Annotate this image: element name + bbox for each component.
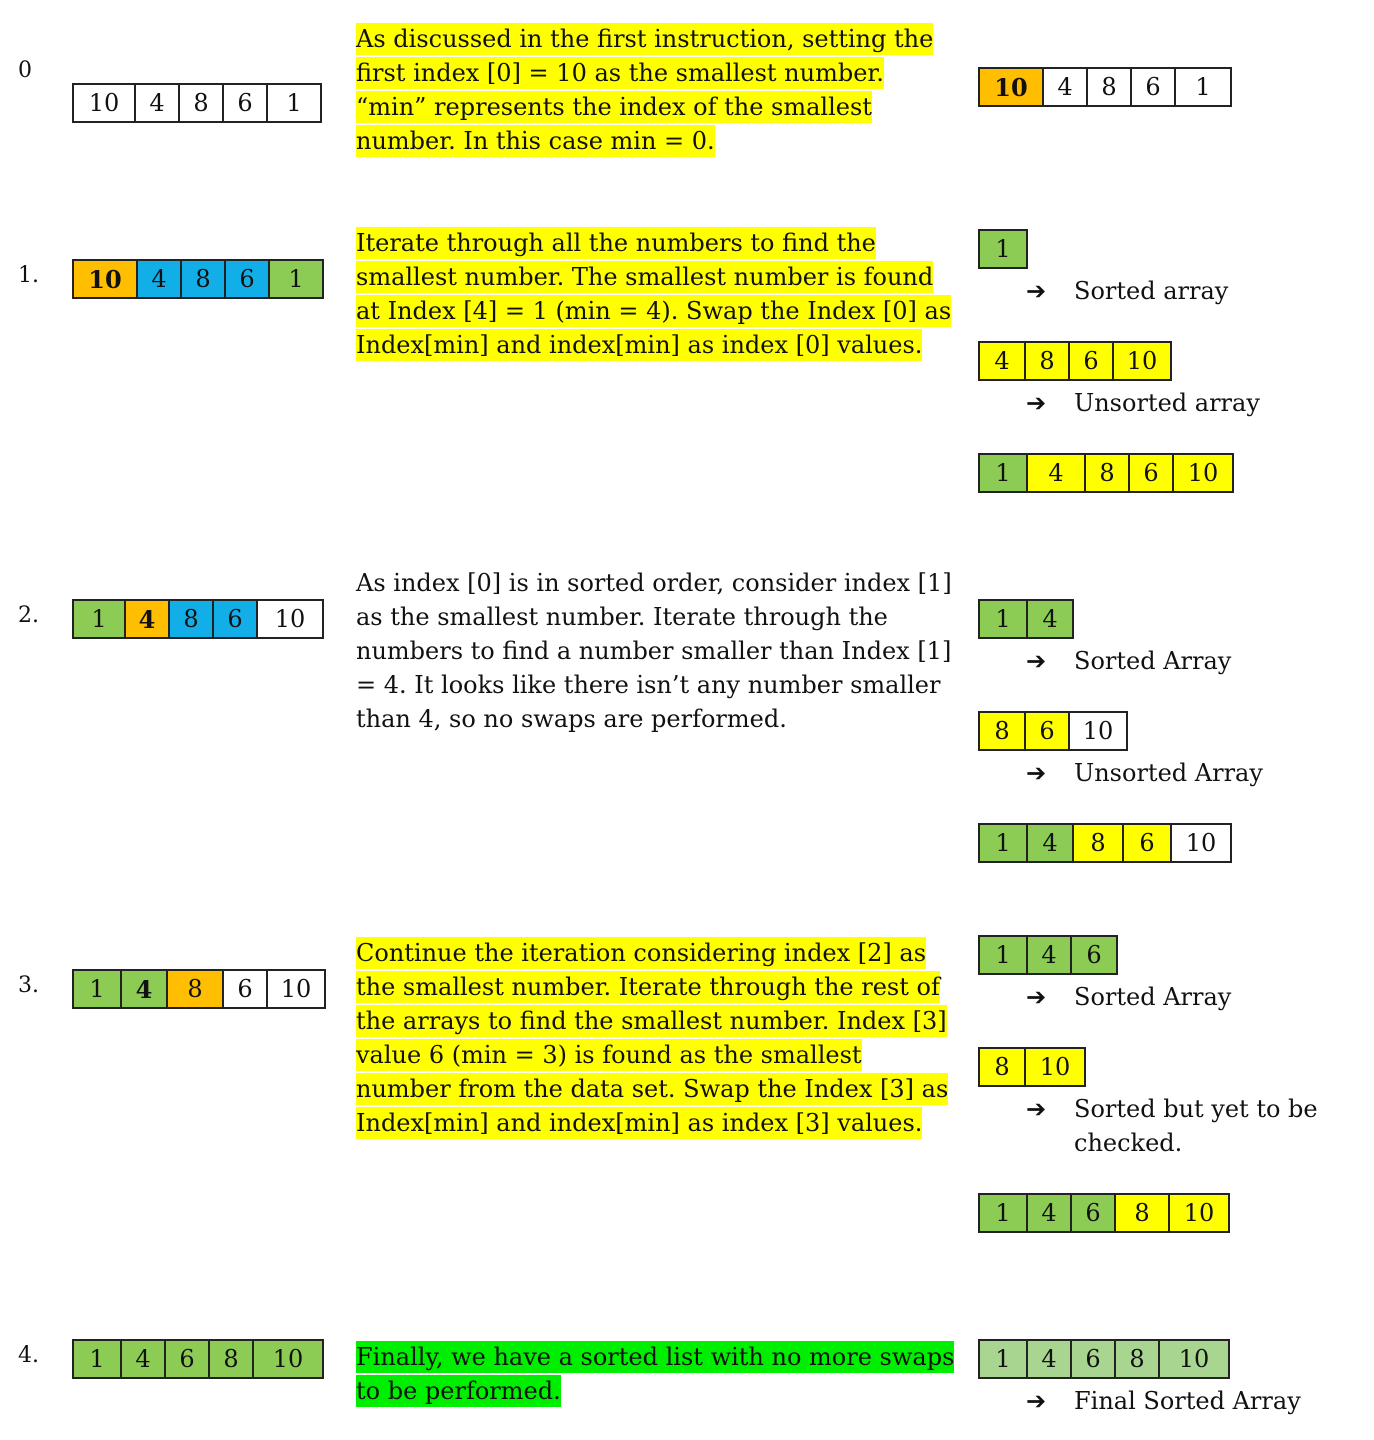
note xyxy=(1026,1092,1324,1160)
arrow-right-icon: ➔ xyxy=(1026,277,1047,305)
sorted-array xyxy=(978,935,1118,975)
array-step-0 xyxy=(72,83,322,123)
array-state xyxy=(978,823,1232,863)
array-cell: 1 xyxy=(74,601,124,637)
array-cell: 4 xyxy=(120,1341,164,1377)
array-cell: 1 xyxy=(74,1341,120,1377)
array-cell: 8 xyxy=(1072,825,1122,861)
array-cell: 8 xyxy=(1114,1195,1168,1231)
array-cell: 1 xyxy=(980,455,1026,491)
step-description xyxy=(356,1340,956,1408)
array-cell: 4 xyxy=(1026,937,1070,973)
array-cell: 4 xyxy=(134,85,178,121)
arrow-right-icon: ➔ xyxy=(1026,983,1047,1011)
step-label: 4. xyxy=(18,1343,39,1368)
array-cell: 10 xyxy=(1024,1049,1084,1085)
array-cell: 6 xyxy=(224,261,268,297)
array-cell: 4 xyxy=(1042,69,1086,105)
array-cell: 8 xyxy=(1084,455,1128,491)
note-text: Sorted array xyxy=(1074,277,1229,305)
array-cell: 1 xyxy=(980,1341,1026,1377)
array-cell: 6 xyxy=(1024,713,1068,749)
step-description-text: Iterate through all the numbers to find the smallest number. The smallest number is found at Index [4] = 1 (min = 4). Swap the Index [0] as Index[min] and index[min] as index [0] values. xyxy=(356,229,952,359)
array-cell: 1 xyxy=(980,601,1026,637)
array-cell: 1 xyxy=(266,85,320,121)
step-description-text: As discussed in the first instruction, setting the first index [0] = 10 as the smallest number. “min” represents the index of the smallest number. In this case min = 0. xyxy=(356,25,934,155)
array-cell: 8 xyxy=(208,1341,252,1377)
array-cell: 6 xyxy=(1070,1341,1114,1377)
array-cell: 10 xyxy=(1170,825,1230,861)
array-cell: 6 xyxy=(1070,1195,1114,1231)
array-cell: 6 xyxy=(1068,343,1112,379)
step-description-text: Continue the iteration considering index [2] as the smallest number. Iterate through the rest of the arrays to find the smallest number. Index [3] value 6 (min = 3) is found as the smallest number from the data set. Swap the Index [3] as Index[min] and index[min] as index [3] values. xyxy=(356,939,949,1137)
array-cell: 4 xyxy=(1026,455,1084,491)
arrow-right-icon: ➔ xyxy=(1026,389,1047,417)
final-sorted-array xyxy=(978,1339,1230,1379)
array-cell: 10 xyxy=(1158,1341,1228,1377)
array-cell: 6 xyxy=(222,85,266,121)
array-cell: 4 xyxy=(1026,601,1072,637)
step-description: As index [0] is in sorted order, consider index [1] as the smallest number. Iterate through the numbers to find a number smaller than Index [1] = 4. It looks like there isn’t any number smaller than 4, so no swaps are performed. xyxy=(356,569,952,733)
array-state xyxy=(978,1193,1230,1233)
array-cell: 8 xyxy=(1086,69,1130,105)
note xyxy=(1026,1384,1354,1418)
array-cell: 8 xyxy=(1024,343,1068,379)
array-step-2 xyxy=(72,599,324,639)
array-cell: 4 xyxy=(120,971,166,1007)
array-step-1 xyxy=(72,259,324,299)
arrow-right-icon: ➔ xyxy=(1026,759,1047,787)
pending-array xyxy=(978,1047,1086,1087)
array-cell: 6 xyxy=(1128,455,1172,491)
note xyxy=(1026,756,1324,790)
array-cell: 8 xyxy=(178,85,222,121)
step-label: 0 xyxy=(18,58,32,83)
note xyxy=(1026,274,1324,308)
array-cell: 1 xyxy=(980,1195,1026,1231)
array-cell: 4 xyxy=(980,343,1024,379)
note-text: Sorted Array xyxy=(1074,983,1232,1011)
step-description xyxy=(356,226,956,362)
step-label: 3. xyxy=(18,973,39,998)
array-cell: 10 xyxy=(1168,1195,1228,1231)
array-cell: 4 xyxy=(1026,825,1072,861)
array-cell: 10 xyxy=(74,85,134,121)
sorted-array xyxy=(978,599,1074,639)
unsorted-array xyxy=(978,341,1172,381)
arrow-right-icon: ➔ xyxy=(1026,1387,1047,1415)
array-state xyxy=(978,453,1234,493)
step-description xyxy=(356,22,956,158)
array-step-4 xyxy=(72,1339,324,1379)
array-cell: 8 xyxy=(180,261,224,297)
array-cell: 4 xyxy=(1026,1195,1070,1231)
step-description xyxy=(356,936,956,1140)
array-cell: 10 xyxy=(1068,713,1126,749)
array-cell: 10 xyxy=(74,261,136,297)
array-cell: 1 xyxy=(1174,69,1230,105)
array-cell: 8 xyxy=(980,1049,1024,1085)
array-state xyxy=(978,67,1232,107)
note xyxy=(1026,386,1324,420)
array-cell: 6 xyxy=(212,601,256,637)
array-cell: 8 xyxy=(166,971,222,1007)
array-cell: 1 xyxy=(980,937,1026,973)
array-cell: 10 xyxy=(266,971,324,1007)
array-cell: 8 xyxy=(168,601,212,637)
note-text: Sorted Array xyxy=(1074,647,1232,675)
array-cell: 6 xyxy=(164,1341,208,1377)
step-description-text: Finally, we have a sorted list with no more swaps to be performed. xyxy=(356,1343,955,1405)
array-cell: 10 xyxy=(256,601,322,637)
array-cell: 6 xyxy=(222,971,266,1007)
array-cell: 6 xyxy=(1122,825,1170,861)
array-cell: 4 xyxy=(124,601,168,637)
array-cell: 6 xyxy=(1070,937,1116,973)
array-cell: 8 xyxy=(980,713,1024,749)
array-cell: 8 xyxy=(1114,1341,1158,1377)
array-cell: 10 xyxy=(980,69,1042,105)
note-text: Unsorted array xyxy=(1074,389,1260,417)
array-cell: 10 xyxy=(1172,455,1232,491)
step-label: 2. xyxy=(18,603,39,628)
step-label: 1. xyxy=(18,263,39,288)
unsorted-array xyxy=(978,711,1128,751)
array-cell: 1 xyxy=(980,231,1026,267)
note xyxy=(1026,644,1324,678)
array-cell: 6 xyxy=(1130,69,1174,105)
note-text: Unsorted Array xyxy=(1074,759,1263,787)
array-step-3 xyxy=(72,969,326,1009)
arrow-right-icon: ➔ xyxy=(1026,1095,1047,1123)
note xyxy=(1026,980,1324,1014)
array-cell: 4 xyxy=(1026,1341,1070,1377)
note-text: Sorted but yet to be checked. xyxy=(1074,1095,1318,1157)
array-cell: 1 xyxy=(268,261,322,297)
sorted-array xyxy=(978,229,1028,269)
array-cell: 4 xyxy=(136,261,180,297)
note-text: Final Sorted Array xyxy=(1074,1387,1301,1415)
array-cell: 1 xyxy=(980,825,1026,861)
array-cell: 10 xyxy=(1112,343,1170,379)
array-cell: 1 xyxy=(74,971,120,1007)
array-cell: 10 xyxy=(252,1341,322,1377)
arrow-right-icon: ➔ xyxy=(1026,647,1047,675)
